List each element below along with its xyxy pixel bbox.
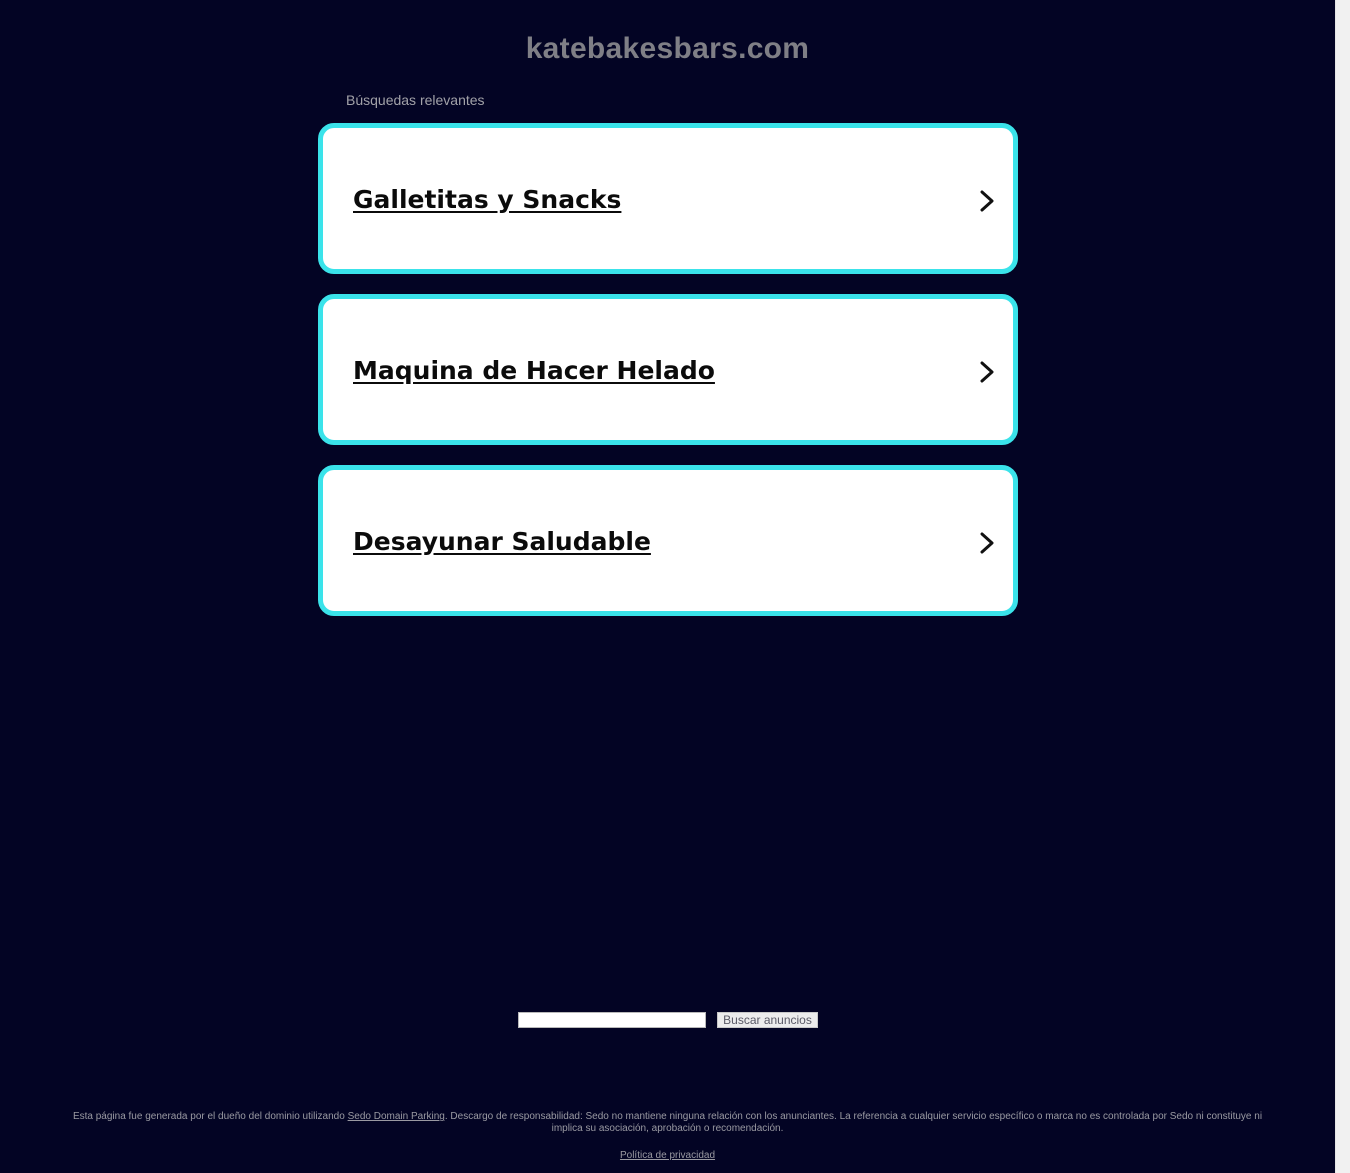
search-link-card-desayunar[interactable]	[318, 465, 1018, 616]
search-link-card-maquina[interactable]	[318, 294, 1018, 445]
search-link-label[interactable]: Desayunar Saludable	[353, 527, 651, 556]
chevron-right-icon	[978, 532, 996, 554]
search-link-label[interactable]: Maquina de Hacer Helado	[353, 356, 715, 385]
chevron-right-icon	[978, 361, 996, 383]
search-ads-button[interactable]: Buscar anuncios	[717, 1012, 818, 1028]
search-link-label[interactable]: Galletitas y Snacks	[353, 185, 622, 214]
privacy-policy-link[interactable]: Política de privacidad	[619, 1150, 716, 1161]
chevron-right-icon	[978, 190, 996, 212]
domain-title: katebakesbars.com	[525, 32, 810, 65]
search-link-card-galletitas[interactable]	[318, 123, 1018, 274]
sedo-parking-link[interactable]: Sedo Domain Parking	[347, 1111, 445, 1122]
privacy-policy	[0, 1150, 1335, 1161]
search-input[interactable]	[518, 1012, 706, 1028]
vertical-scrollbar[interactable]	[1335, 0, 1350, 1173]
footer-text-before: Esta página fue generada por el dueño del dominio utilizando	[72, 1111, 348, 1122]
footer-text-after: . Descargo de responsabilidad: Sedo no mantiene ninguna relación con los anunciantes. La referencia a cualquier servicio específico o marca no es controlada por Sedo ni constituye ni implica su asociación, aprobación o recomendación.	[444, 1111, 1263, 1134]
relevant-searches-label: Búsquedas relevantes	[346, 92, 485, 108]
footer-disclaimer	[70, 1111, 1265, 1135]
